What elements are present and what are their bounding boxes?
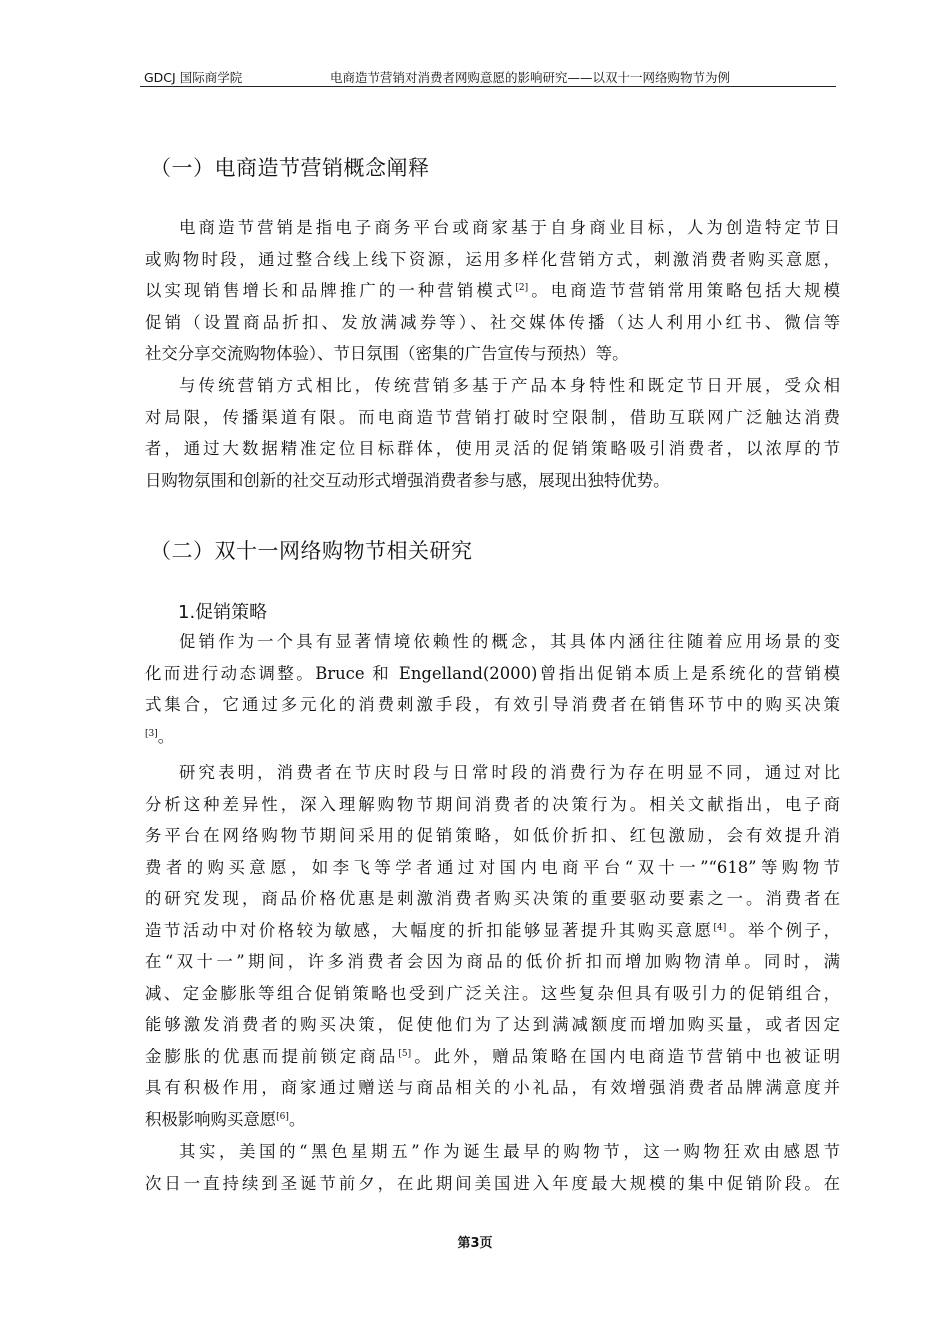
text-line [145,915,840,947]
citation-4: [4] [713,922,727,933]
section-heading-concept: （一）电商造节营销概念阐释 [150,156,430,180]
text-line: 促销（设置商品折扣、发放满减券等）、社交媒体传播（达人利用小红书、微信等 [145,312,840,332]
text-line: 式集合，它通过多元化的消费刺激手段，有效引导消费者在销售环节中的购买决策 [145,695,840,714]
text-line: 电商造节营销是指电子商务平台或商家基于自身商业目标，人为创造特定节日 [179,218,840,237]
paragraph-traditional-comparison [145,370,840,496]
text-line: 者，通过大数据精准定位目标群体，使用灵活的促销策略吸引消费者，以浓厚的节 [145,439,840,458]
text-line [145,1104,840,1136]
text-line: 促销作为一个具有显著情境依赖性的概念，其具体内涵往往随着应用场景的变 [179,632,840,651]
text-run: 。 [157,726,175,746]
text-line: 对局限，传播渠道有限。而电商造节营销打破时空限制，借助互联网广泛触达消费 [145,407,840,427]
header-institution: GDCJ 国际商学院 [144,70,243,85]
text-line: 务平台在网络购物节期间采用的促销策略，如低价折扣、红包激励，会有效提升消 [145,826,840,845]
text-line: 减、定金膨胀等组合促销策略也受到广泛关注。这些复杂但具有吸引力的促销组合， [145,983,840,1003]
text-line [145,1041,840,1073]
text-run: 。 [288,1109,306,1129]
citation-6: [6] [276,1111,289,1122]
text-line: 在“双十一”期间，许多消费者会因为商品的低价折扣而增加购物清单。同时，满 [145,952,840,971]
text-run: 造节活动中对价格较为敏感，大幅度的折扣能够显著提升其购买意愿 [145,920,714,940]
text-line: 社交分享交流购物体验）、节日氛围（密集的广告宣传与预热）等。 [145,344,629,363]
text-line: 化而进行动态调整。Bruce 和 Engelland(2000)曾指出促销本质上是系统化的营销模 [145,663,840,683]
paragraph-promotion-concept [145,626,840,752]
text-line: 具有积极作用，商家通过赠送与商品相关的小礼品，有效增强消费者品牌满意度并 [145,1078,840,1097]
text-run: 。举个例子， [726,920,841,940]
paragraph-concept-definition [145,212,840,370]
paragraph-research-findings [145,757,840,1135]
text-run: 。电商造节营销常用策略包括大规模 [528,281,841,300]
text-line: 次日一直持续到圣诞节前夕，在此期间美国进入年度最大规模的集中促销阶段。在 [145,1173,840,1193]
text-run: 。此外，赠品策略在国内电商造节营销中也被证明 [411,1046,840,1066]
text-line: 研究表明，消费者在节庆时段与日常时段的消费行为存在明显不同，通过对比 [179,763,840,782]
text-line: 费者的购买意愿，如李飞等学者通过对国内电商平台“双十一”“618”等购物节 [145,857,840,877]
citation-5: [5] [398,1048,412,1059]
text-run: 金膨胀的优惠而提前锁定商品 [145,1046,399,1066]
text-line: 日购物氛围和创新的社交互动形式增强消费者参与感，展现出独特优势。 [145,470,670,490]
text-line: 与传统营销方式相比，传统营销多基于产品本身特性和既定节日开展，受众相 [179,376,840,395]
text-line: 能够激发消费者的购买决策，促使他们为了达到满减额度而增加购买量，或者因定 [145,1015,840,1034]
text-line [145,275,840,307]
section-heading-double-eleven: （二）双十一网络购物节相关研究 [150,539,473,563]
citation-3: [3] [145,728,158,739]
text-line: 的研究发现，商品价格优惠是刺激消费者购买决策的重要驱动要素之一。消费者在 [145,889,840,908]
text-run: 积极影响购买意愿 [145,1109,277,1129]
text-line: 或购物时段，通过整合线上线下资源，运用多样化营销方式，刺激消费者购买意愿， [145,249,840,269]
header-title: 电商造节营销对消费者网购意愿的影响研究——以双十一网络购物节为例 [330,70,731,85]
text-run: 以实现销售增长和品牌推广的一种营销模式 [145,281,516,300]
subsection-heading-promotion: 1.促销策略 [178,602,268,623]
page-header [140,64,836,87]
text-line [145,721,840,753]
text-line: 分析这种差异性，深入理解购物节期间消费者的决策行为。相关文献指出，电子商 [145,794,840,814]
citation-2: [2] [515,283,529,293]
page-number: 第3页 [457,1236,493,1251]
text-line: 其实，美国的“黑色星期五”作为诞生最早的购物节，这一购物狂欢由感恩节 [179,1142,840,1161]
paragraph-black-friday [145,1136,840,1199]
